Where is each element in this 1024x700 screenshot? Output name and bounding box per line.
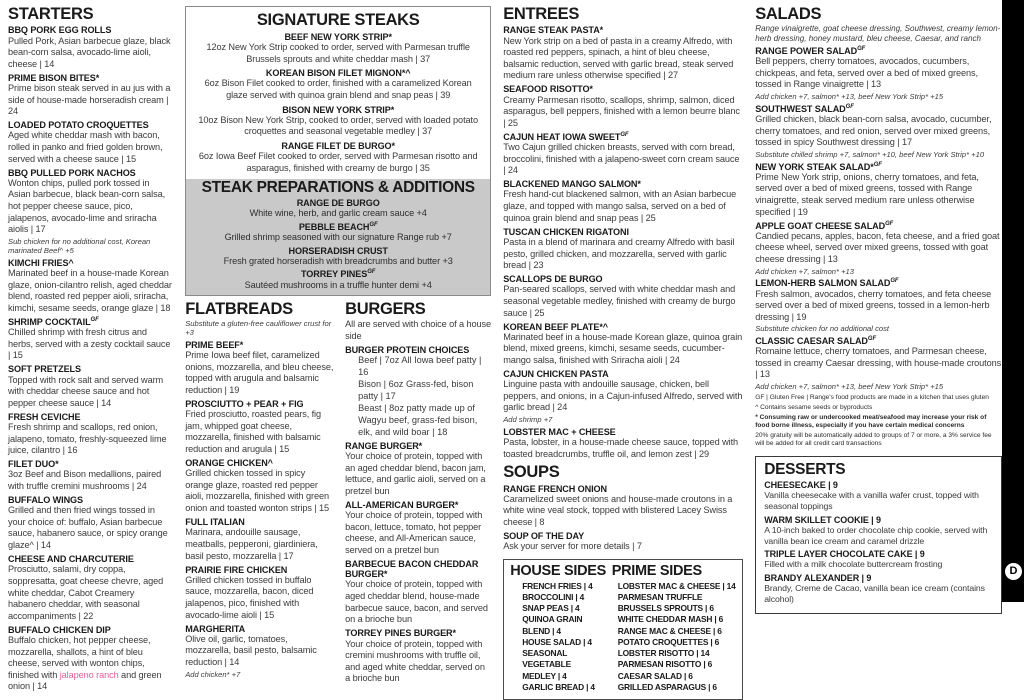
prime-sides-list <box>612 581 736 694</box>
desserts-list <box>764 480 993 604</box>
starters-list <box>8 25 173 693</box>
menu-item-note: Sub chicken for no additional cost, Korean marinated Beef^ +5 <box>8 236 151 256</box>
gluten-free-icon: GF <box>867 336 877 343</box>
salads-list <box>755 46 1002 391</box>
menu-item <box>755 104 1002 159</box>
menu-item <box>194 105 482 138</box>
menu-item <box>194 141 482 174</box>
steak-preparations-list <box>194 198 482 291</box>
signature-steaks-list <box>194 32 482 174</box>
menu-item <box>764 480 993 512</box>
column-entrees <box>497 5 749 692</box>
burger-protein-choice: Beast | 8oz patty made up of Wagyu beef, grass-fed bison, elk, and wild boar | 18 <box>358 402 478 437</box>
section-title-starters: STARTERS <box>8 5 94 23</box>
menu-item <box>194 68 482 101</box>
menu-item <box>8 168 173 256</box>
column-steaks-flatbreads-burgers <box>179 6 497 684</box>
section-title-desserts: DESSERTS <box>764 460 846 478</box>
menu-item <box>8 25 173 70</box>
menu-item-description: Vanilla cheesecake with a vanilla wafer crust, topped with seasonal toppings <box>764 490 979 512</box>
side-item: LOBSTER RISOTTO | 14 <box>617 648 710 659</box>
menu-item-description: Your choice of protein, topped with aged cheddar blend, house-made barbecue sauce, bacon, and served on a brioche bun <box>345 579 488 625</box>
menu-item-note: Add chicken +7, salmon* +13, beef New York Strip* +15 <box>755 92 944 102</box>
menu-item <box>194 32 482 65</box>
menu-item <box>755 46 1002 101</box>
flatbreads-list <box>185 340 335 679</box>
signature-steaks-box <box>185 6 491 296</box>
section-title-salads: SALADS <box>755 5 822 23</box>
menu-item-name: SHRIMP $COCKTAIL^{GF}$ <box>8 316 99 327</box>
menu-item-note: Substitute chicken for no additional cost <box>755 324 890 334</box>
side-item: CAESAR SALAD | 6 <box>617 670 693 681</box>
column-salads <box>749 6 1002 602</box>
salads-subtitle: Range vinaigrette, goat cheese dressing, Southwest, creamy lemon-herb dressing, honey mustard, bleu cheese, Caesar, and ranch <box>755 23 1001 43</box>
menu-item-name: CHEESECAKE | 9 <box>764 480 838 491</box>
menu-item-name: BUFFALO WINGS <box>8 495 83 506</box>
menu-item <box>345 628 491 685</box>
legend-footnotes <box>755 394 1002 447</box>
menu-item-description: White wine, herb, and garlic cream sauce +4 <box>249 208 427 219</box>
gluten-free-icon: GF <box>873 161 882 168</box>
menu-columns <box>0 5 1002 692</box>
side-item: PARMESAN TRUFFLE BRUSSELS SPROUTS | 6 <box>617 591 714 614</box>
menu-item-name: ALL-AMERICAN BURGER* <box>345 500 459 511</box>
menu-item <box>8 364 173 409</box>
side-item: WHITE CHEDDAR MASH | 6 <box>617 614 724 625</box>
menu-item <box>185 340 335 397</box>
menu-item-name: BRANDY ALEXANDER | 9 <box>764 572 872 583</box>
section-title-burgers: BURGERS <box>345 300 426 319</box>
menu-item-name: PRAIRIE FIRE CHICKEN <box>185 564 288 575</box>
menu-item-description: Topped with rock salt and served warm with cheddar cheese sauce and hot pepper cheese sauce | 14 <box>8 374 164 408</box>
flatbreads-subtitle: Substitute a gluten-free cauliflower crust for +3 <box>185 319 332 338</box>
menu-item-description: Prime New York strip, onions, cherry tomatoes, and feta, served over a bed of mixed greens, tossed with Range vinaigrette, steak served medium rare unless otherwise specified | 19 <box>755 171 979 217</box>
burgers-list <box>345 441 491 685</box>
column-starters <box>8 5 179 692</box>
menu-item-description: Prime Iowa beef filet, caramelized onions, mozzarella, and bleu cheese, topped with arugula and balsamic reduction | 19 <box>185 350 334 395</box>
section-title-signature-steaks: SIGNATURE STEAKS <box>256 11 420 29</box>
gluten-free-icon: GF <box>369 221 378 228</box>
menu-item-name: RANGE FILET DE BURGO* <box>281 140 395 151</box>
menu-item <box>503 84 743 129</box>
menu-item-name: LEMON-HERB SALMON $SALAD^{GF}$ <box>755 278 899 289</box>
menu-item-description: Your choice of protein, topped with bacon, lettuce, tomato, hot pepper cheese, and All-American sauce, served on a pretzel bun <box>345 510 483 556</box>
menu-item-name: WARM SKILLET COOKIE | 9 <box>764 514 881 525</box>
menu-item-name: ORANGE CHICKEN^ <box>185 458 273 469</box>
menu-item <box>345 500 491 557</box>
menu-item <box>8 554 173 622</box>
steak-preparations-band <box>186 179 490 295</box>
menu-item-name: MARGHERITA <box>185 623 246 634</box>
side-item: GARLIC BREAD | 4 <box>522 681 595 692</box>
menu-item-description: Aged white cheddar mash with bacon, rolled in panko and fried golden brown, served with a cheese sauce | 15 <box>8 130 163 164</box>
menu-item-name: SCALLOPS DE BURGO <box>503 274 603 285</box>
menu-item-description: Marinated beef in a house-made Korean glaze, onion-cilantro relish, aged cheddar blend, roasted red pepper aioli, sriracha, kimchi, sesame seeds, orange glaze | 18 <box>8 268 172 313</box>
menu-item <box>8 412 173 457</box>
menu-item-description: Ask your server for more details | 7 <box>503 541 642 552</box>
menu-item-description: Olive oil, garlic, tomatoes, mozzarella, basil pesto, balsamic reduction | 14 <box>185 633 317 668</box>
burger-protein-choices-list <box>345 355 491 439</box>
menu-item-name: APPLE GOAT CHEESE $SALAD^{GF}$ <box>755 220 894 231</box>
column-burgers <box>345 301 491 685</box>
menu-item-description: Sautéed mushrooms in a truffle hunter demi +4 <box>244 279 432 290</box>
burger-protein-choice: Bison | 6oz Grass-fed, bison patty | 17 <box>358 378 474 401</box>
menu-item-name: SOUTHWEST $SALAD^{GF}$ <box>755 103 854 114</box>
menu-item-name: TUSCAN CHICKEN RIGATONI <box>503 226 629 237</box>
menu-item <box>503 531 743 553</box>
menu-item-name: HORSERADISH CRUST <box>288 245 388 256</box>
gluten-free-icon: GF <box>890 278 899 285</box>
menu-item-description: Pan-seared scallops, served with white cheddar mash and seasonal vegetable medley, finished with creamy de burgo sauce | 25 <box>503 284 736 318</box>
gluten-free-icon: GF <box>885 220 894 227</box>
side-item: BROCCOLINI | 4 <box>522 591 585 602</box>
menu-item-description: Bell peppers, cherry tomatoes, avocados, cucumbers, chickpeas, and feta, served over a bed of mixed greens, tossed in Range vinaigrette | 13 <box>755 56 978 90</box>
menu-item <box>755 336 1002 391</box>
menu-item <box>764 573 993 605</box>
menu-item <box>503 484 743 529</box>
menu-item-name: RANGE DE BURGO <box>296 198 380 209</box>
menu-item-description: 10oz Bison New York Strip, cooked to order, served with loaded potato croquettes and seasonal vegetable medley | 37 <box>198 114 478 137</box>
menu-item-description: Fried prosciutto, roasted pears, fig jam, whipped goat cheese, mozzarella, finished with balsamic reduction and arugula | 15 <box>185 409 321 455</box>
menu-item-description: Fresh grated horseradish with breadcrumbs and butter +3 <box>223 255 453 266</box>
menu-item <box>185 517 335 562</box>
menu-item <box>194 198 482 220</box>
gluten-free-icon: GF <box>90 316 99 323</box>
menu-item <box>194 222 482 244</box>
prime-sides-group <box>612 564 736 693</box>
menu-item <box>345 559 491 626</box>
menu-item-name: BBQ PORK EGG ROLLS <box>8 25 112 36</box>
menu-item <box>8 258 173 315</box>
side-item: FRENCH FRIES | 4 <box>522 580 593 591</box>
menu-item-description: Your choice of protein, topped with an aged cheddar blend, bacon jam, lettuce, and garlic aioli, served on a pretzel bun <box>345 451 486 496</box>
side-item: MEDLEY | 4 <box>522 670 567 681</box>
menu-item <box>503 132 743 177</box>
side-item: QUINOA GRAIN BLEND | 4 <box>522 614 583 636</box>
menu-item <box>8 459 173 492</box>
burger-protein-choices-title: BURGER PROTEIN CHOICES <box>345 344 470 355</box>
menu-item-description: Chilled shrimp with fresh citrus and herbs, served with a zesty cocktail sauce | 15 <box>8 327 171 361</box>
page-letter-badge: D <box>1005 563 1022 580</box>
side-item: LOBSTER MAC & CHEESE | 14 <box>617 580 736 591</box>
section-title-prime-sides: PRIME SIDES <box>611 562 702 579</box>
section-title-flatbreads: FLATBREADS <box>185 300 293 319</box>
footnote: 20% gratuity will be automatically added to groups of 7 or more, a 3% service fee will be added for all credit card transactions <box>755 431 992 447</box>
description-text-after: and green onion | 14 <box>8 669 162 692</box>
menu-item-name: FULL ITALIAN <box>185 517 245 528</box>
menu-item-name: TORREY PINES BURGER* <box>345 628 456 639</box>
menu-item-description: Marinara, andouille sausage, meatballs, pepperoni, giardiniera, basil pesto, mozzarella | 17 <box>185 527 318 561</box>
menu-item-name: RANGE POWER $SALAD^{GF}$ <box>755 46 866 57</box>
menu-item-name: LOADED POTATO CROQUETTES <box>8 120 149 131</box>
section-title-entrees: ENTREES <box>503 5 580 23</box>
menu-item-name: PROSCIUTTO + PEAR + FIG <box>185 399 304 410</box>
burgers-subtitle: All are served with choice of a house side <box>345 319 492 341</box>
menu-item-name: RANGE STEAK PASTA* <box>503 25 604 36</box>
menu-item-name: BARBECUE BACON CHEDDAR BURGER* <box>345 559 479 580</box>
menu-item-description: Grilled chicken tossed in spicy orange glaze, roasted red pepper aioli, mozzarella, finished with green onion and toasted wonton strips | 15 <box>185 468 330 514</box>
side-item: POTATO CROQUETTES | 6 <box>617 636 720 647</box>
menu-item <box>8 73 173 118</box>
menu-item-name: CLASSIC CAESAR $SALAD^{GF}$ <box>755 336 877 347</box>
entrees-list <box>503 25 743 460</box>
menu-item-note: Add chicken +7, salmon* +13 <box>755 266 854 276</box>
house-sides-list <box>510 581 612 694</box>
section-title-steak-preparations: STEAK PREPARATIONS & ADDITIONS <box>201 179 475 197</box>
footnote: GF | Gluten Free | Range's food products are made in a kitchen that uses gluten <box>755 394 989 402</box>
menu-item-description: Pulled Pork, Asian barbecue glaze, black bean-corn salsa, avocado-lime aioli, cheese | 14 <box>8 35 171 69</box>
menu-item-description: Wonton chips, pulled pork tossed in Asian barbecue, black bean-corn salsa, hot pepper cheese sauce, pico, jalapenos, avocado-lime and sriracha aiolis | 17 <box>8 177 166 235</box>
menu-item-description: Two Cajun grilled chicken breasts, served with corn bread, broccolini, finished with a jalapeno-sweet corn cream sauce | 24 <box>503 142 740 176</box>
menu-item-description: New York strip on a bed of pasta in a creamy Alfredo, with roasted red peppers, spinach, a hint of bleu cheese, balsamic reduction, served with garlic bread, steak served medium rare unless otherwise specified | 27 <box>503 35 734 81</box>
menu-item-name: FILET DUO* <box>8 459 59 470</box>
menu-item-description: Linguine pasta with andouille sausage, chicken, bell peppers, and onions, in a Cajun-infused Alfredo, served with garlic bread | 24 <box>503 379 743 413</box>
menu-item-note: Add chicken +7, salmon* +13, beef New York Strip* +15 <box>755 382 944 392</box>
menu-item-description: Brandy, Creme de Cacao, vanilla bean ice cream (contains alcohol) <box>764 582 985 604</box>
gluten-free-icon: GF <box>845 103 854 110</box>
menu-item-name: FRESH CEVICHE <box>8 411 81 422</box>
section-title-house-sides: HOUSE SIDES <box>510 562 606 579</box>
desserts-box <box>755 456 1002 614</box>
menu-item <box>764 549 993 570</box>
menu-item-description: Pasta, lobster, in a house-made cheese sauce, topped with toasted breadcrumbs, truffle oil, and lemon zest | 29 <box>503 437 739 459</box>
menu-item-description: Marinated beef in a house-made Korean glaze, quinoa grain blend, mixed greens, kimchi, sesame seeds, cucumber-mango salsa, finished with Sriracha aioli | 24 <box>503 331 743 366</box>
menu-item-name: SEAFOOD RISOTTO* <box>503 84 593 95</box>
menu-item-name: SOFT PRETZELS <box>8 364 81 375</box>
side-item: SEASONAL VEGETABLE <box>522 648 571 670</box>
column-flatbreads <box>185 301 335 685</box>
menu-item <box>185 458 335 515</box>
sides-box <box>503 559 743 700</box>
flatbreads-burgers-row <box>185 301 491 685</box>
side-item: HOUSE SALAD | 4 <box>522 636 592 647</box>
menu-item-name: PEBBLE $BEACH^{GF}$ <box>298 221 378 232</box>
menu-item <box>185 565 335 622</box>
menu-item <box>755 221 1002 276</box>
menu-item <box>503 369 743 424</box>
menu-item-name: CHEESE AND CHARCUTERIE <box>8 554 134 565</box>
menu-item <box>503 227 743 272</box>
menu-item <box>503 179 743 224</box>
menu-item-description: 3oz Beef and Bison medallions, paired with truffle cremini mushrooms | 24 <box>8 469 162 492</box>
menu-item-description: Fresh shrimp and scallops, red onion, jalapeno, tomato, freshly-squeezed lime juice, cilantro | 16 <box>8 421 167 456</box>
menu-item-note: Add shrimp +7 <box>503 415 553 425</box>
side-item: RANGE MAC & CHEESE | 6 <box>617 625 722 636</box>
menu-item <box>345 441 491 498</box>
menu-item-name: PRIME BISON BITES* <box>8 72 100 83</box>
menu-item-description: Grilled and then fried wings tossed in your choice of: buffalo, Asian barbecue sauce, habanero sauce, or spicy orange glaze^ | 14 <box>8 505 168 551</box>
menu-item-name: PRIME BEEF* <box>185 340 244 351</box>
menu-item-name: LOBSTER MAC + CHEESE <box>503 426 616 437</box>
menu-item-name: RANGE BURGER* <box>345 441 423 452</box>
description-text-before: Buffalo chicken, hot pepper cheese, mozzarella, shallots, a hint of bleu cheese, served with wonton chips, finished with <box>8 634 151 680</box>
menu-item-description: Grilled chicken, black bean-corn salsa, avocado, cucumber, cherry tomatoes, and red onion, served over mixed greens, tossed in spicy Southwest dressing | 17 <box>755 113 992 148</box>
section-title-soups: SOUPS <box>503 463 560 482</box>
menu-item-description: Your choice of protein, topped with cremini mushrooms with truffle oil, and aged white cheddar, served on a brioche bun <box>345 638 485 684</box>
menu-item-name: NEW YORK STEAK SALAD*$^{GF}$ <box>755 161 882 172</box>
menu-item-description: A 10-inch baked to order chocolate chip cookie, served with vanilla bean ice cream and caramel drizzle <box>764 524 988 546</box>
menu-item <box>755 162 1002 219</box>
menu-item-name: RANGE FRENCH ONION <box>503 483 607 494</box>
menu-item <box>185 399 335 456</box>
menu-item <box>503 427 743 460</box>
menu-item <box>185 624 335 679</box>
gluten-free-icon: GF <box>367 269 376 276</box>
description-highlight: jalapeno ranch <box>59 669 119 680</box>
menu-item-name: TRIPLE LAYER CHOCOLATE CAKE | 9 <box>764 549 925 559</box>
burger-protein-choice: Beef | 7oz All Iowa beef patty | 16 <box>358 354 482 377</box>
menu-item-description <box>8 635 173 693</box>
menu-item <box>194 246 482 268</box>
menu-item <box>503 322 743 367</box>
gluten-free-icon: GF <box>857 46 866 53</box>
menu-item-name: KOREAN BEEF PLATE*^ <box>503 321 608 332</box>
menu-item-description: Grilled chicken tossed in buffalo sauce, mozzarella, bacon, diced jalapenos, pico, finished with avocado-lime aioli | 15 <box>185 574 314 620</box>
footnote: ^ Contains sesame seeds or byproducts <box>755 404 873 412</box>
menu-item-description: Creamy Parmesan risotto, scallops, shrimp, salmon, diced asparagus, bell peppers, finished with a lemon beurre blanc | 25 <box>503 94 740 128</box>
side-item: PARMESAN RISOTTO | 6 <box>617 659 713 670</box>
menu-item-name: BUFFALO CHICKEN DIP <box>8 624 111 635</box>
menu-item-description: 6oz Iowa Beef Filet cooked to order, served with Parmesan risotto and asparagus, finished with creamy de burgo | 35 <box>198 151 478 173</box>
menu-item-description: 6oz Bison Filet cooked to order, finished with a caramelized Korean glaze served with quinoa grain blend and snap peas | 39 <box>204 78 472 100</box>
menu-item-name: BLACKENED MANGO SALMON* <box>503 179 641 190</box>
menu-item <box>194 269 482 291</box>
menu-item-description: Caramelized sweet onions and house-made croutons in a white wine veal stock, topped with blistered Lacey Swiss cheese | 8 <box>503 493 733 527</box>
menu-item-name: KIMCHI FRIES^ <box>8 257 74 268</box>
menu-item-name: BBQ PULLED PORK NACHOS <box>8 167 136 178</box>
menu-item-name: BISON NEW YORK STRIP* <box>282 104 395 115</box>
menu-item-description: 12oz New York Strip cooked to order, served with Parmesan truffle Brussels sprouts and white cheddar mash | 37 <box>206 42 470 64</box>
menu-item-description: Filled with a milk chocolate buttercream frosting <box>764 559 943 570</box>
menu-item-description: Prime bison steak served in au jus with a side of house-made horseradish cream | 24 <box>8 82 171 117</box>
side-item: GRILLED ASPARAGUS | 6 <box>617 681 717 692</box>
menu-item <box>8 495 173 552</box>
menu-item-description: Romaine lettuce, cherry tomatoes, and Parmesan cheese, tossed in creamy Caesar dressing, with house-made croutons | 13 <box>755 346 1002 380</box>
menu-item-description: Fresh hand-cut blackened salmon, with an Asian barbecue glaze, and topped with mango salsa, served on a bed of quinoa grain blend and snap peas | 25 <box>503 189 737 223</box>
menu-item <box>8 625 173 693</box>
house-sides-group <box>510 564 612 693</box>
menu-item <box>503 25 743 82</box>
menu-item <box>764 515 993 547</box>
gluten-free-icon: GF <box>620 131 629 138</box>
menu-item-name: CAJUN CHICKEN PASTA <box>503 369 609 380</box>
menu-item-description: Pasta in a blend of marinara and creamy Alfredo with basil pesto, grilled chicken, and mozzarella, served with garlic bread | 23 <box>503 236 735 271</box>
menu-item-name: SOUP OF THE DAY <box>503 530 585 541</box>
menu-item-name: CAJUN HEAT IOWA $SWEET^{GF}$ <box>503 131 629 142</box>
footnote: * Consuming raw or undercooked meat/seafood may increase your risk of food borne illness, especially if you have certain medical concerns <box>755 414 987 430</box>
menu-item <box>8 120 173 165</box>
menu-item-description: Grilled shrimp seasoned with our signature Range rub +7 <box>224 232 452 243</box>
menu-item <box>755 278 1002 333</box>
menu-item <box>503 274 743 319</box>
menu-item-name: TORREY $PINES^{GF}$ <box>301 269 376 280</box>
menu-item-name: BEEF NEW YORK STRIP* <box>284 31 392 42</box>
menu-item-description: Fresh salmon, avocados, cherry tomatoes, and feta cheese served over a bed of mixed greens, tossed in a lemon-herb dressing | 19 <box>755 288 992 322</box>
right-black-strip <box>1002 0 1024 602</box>
menu-item-note: Substitute chilled shrimp +7, salmon* +10, beef New York Strip* +10 <box>755 149 985 159</box>
side-item: SNAP PEAS | 4 <box>522 603 580 614</box>
menu-item-name: KOREAN BISON FILET MIGNON*^ <box>265 68 411 79</box>
soups-list <box>503 484 743 553</box>
menu-item-description: Prosciutto, salami, dry coppa, soppresatta, goat cheese chevre, aged white cheddar, Cabot Creamery habanero cheddar, with seasonal accompaniments | 22 <box>8 564 164 621</box>
menu-item-note: Add chicken* +7 <box>185 669 241 679</box>
menu-item-description: Candied pecans, apples, bacon, feta cheese, and a fried goat cheese wheel, served over mixed greens, tossed with goat cheese dressing | 13 <box>755 230 1000 264</box>
menu-item <box>8 317 173 362</box>
